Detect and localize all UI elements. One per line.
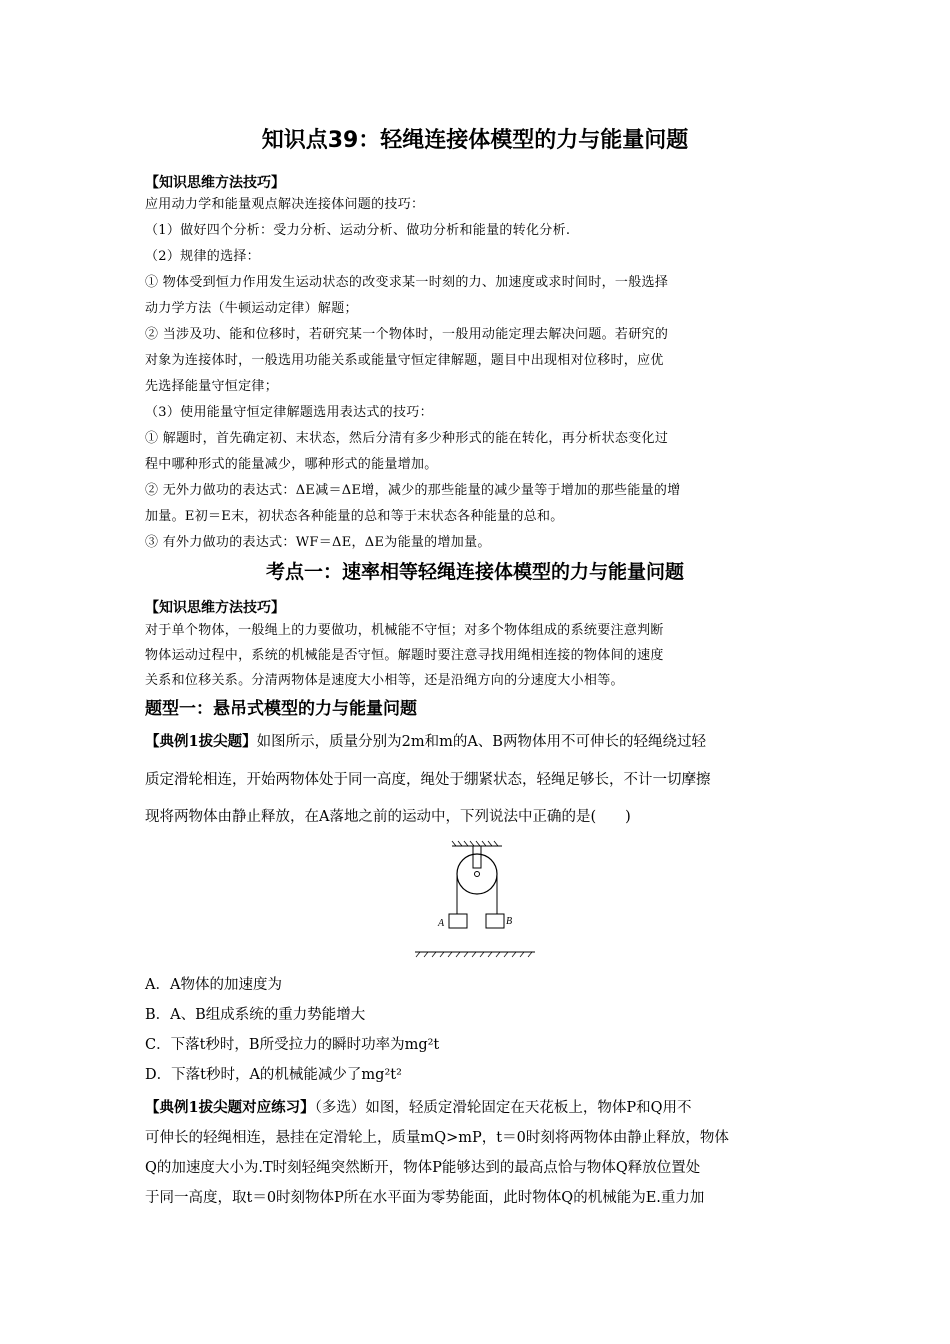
example2-line: Q的加速度大小为.T时刻轻绳突然断开，物体P能够达到的最高点恰与物体Q释放位置处 — [145, 1160, 701, 1176]
ceiling — [452, 841, 502, 846]
example1-line — [145, 730, 810, 751]
section2-line: 对于单个物体，一般绳上的力要做功，机械能不守恒；对多个物体组成的系统要注意判断 — [145, 623, 664, 638]
example2-line — [145, 1096, 810, 1117]
option-b: B．A、B组成系统的重力势能增大 — [145, 1007, 366, 1023]
section1-line: 动力学方法（牛顿运动定律）解题； — [145, 301, 358, 316]
section1-line: （2）规律的选择： — [145, 249, 260, 264]
example2-tag: 【典例1拔尖题对应练习】 — [145, 1099, 315, 1116]
block-b — [486, 914, 504, 928]
option-c: C．下落t秒时，B所受拉力的瞬时功率为mg²t — [145, 1037, 440, 1053]
section1-line: 加量。E初＝E末，初状态各种能量的总和等于末状态各种能量的总和。 — [145, 509, 564, 524]
section1-line: ② 当涉及功、能和位移时，若研究某一个物体时，一般用动能定理去解决问题。若研究的 — [145, 327, 669, 342]
section1-line: ① 物体受到恒力作用发生运动状态的改变求某一时刻的力、加速度或求时间时，一般选择 — [145, 275, 669, 290]
example1-line: 现将两物体由静止释放，在A落地之前的运动中，下列说法中正确的是( ) — [145, 809, 631, 825]
section1-line: ② 无外力做功的表达式：ΔE减＝ΔE增，减少的那些能量的减少量等于增加的那些能量的增 — [145, 483, 681, 498]
example1-tag: 【典例1拔尖题】 — [145, 733, 257, 750]
pulley-mount — [473, 846, 481, 868]
block-a — [449, 914, 467, 928]
pulley-figure — [410, 840, 540, 960]
section2-line: 关系和位移关系。分清两物体是速度大小相等，还是沿绳方向的分速度大小相等。 — [145, 673, 624, 688]
label-b: B — [506, 916, 513, 927]
subtitle: 考点一：速率相等轻绳连接体模型的力与能量问题 — [265, 561, 684, 583]
section1-line: （1）做好四个分析：受力分析、运动分析、做功分析和能量的转化分析. — [145, 223, 571, 238]
section1-line: 应用动力学和能量观点解决连接体问题的技巧： — [145, 197, 425, 212]
option-d: D．下落t秒时，A的机械能减少了mg²t² — [145, 1067, 402, 1083]
example1-line: 质定滑轮相连，开始两物体处于同一高度，绳处于绷紧状态，轻绳足够长，不计一切摩擦 — [145, 772, 711, 788]
section1-line: ③ 有外力做功的表达式：WF＝ΔE，ΔE为能量的增加量。 — [145, 535, 491, 550]
option-a: A．A物体的加速度为 — [145, 977, 282, 993]
section1-line: 程中哪种形式的能量减少，哪种形式的能量增加。 — [145, 457, 438, 472]
pulley-axle — [475, 872, 480, 877]
section1-line: 对象为连接体时，一般选用功能关系或能量守恒定律解题，题目中出现相对位移时，应优 — [145, 353, 664, 368]
example2-line: 于同一高度，取t＝0时刻物体P所在水平面为零势能面，此时物体Q的机械能为E.重力加 — [145, 1190, 705, 1206]
type-heading: 题型一：悬吊式模型的力与能量问题 — [145, 699, 417, 719]
example1-text: 如图所示，质量分别为2m和m的A、B两物体用不可伸长的轻绳绕过轻 — [256, 734, 706, 750]
section2-heading: 【知识思维方法技巧】 — [145, 600, 285, 616]
section1-heading: 【知识思维方法技巧】 — [145, 175, 285, 191]
label-a: A — [438, 918, 445, 929]
section1-line: 先选择能量守恒定律； — [145, 379, 279, 394]
ground — [415, 952, 535, 957]
example2-line: 可伸长的轻绳相连，悬挂在定滑轮上，质量mQ>mP，t＝0时刻将两物体由静止释放，物体 — [145, 1130, 729, 1146]
example2-text: （多选）如图，轻质定滑轮固定在天花板上，物体P和Q用不 — [314, 1100, 692, 1116]
page-title: 知识点39：轻绳连接体模型的力与能量问题 — [261, 128, 689, 153]
section1-line: ① 解题时，首先确定初、末状态，然后分清有多少种形式的能在转化，再分析状态变化过 — [145, 431, 669, 446]
section1-line: （3）使用能量守恒定律解题选用表达式的技巧： — [145, 405, 433, 420]
section2-line: 物体运动过程中，系统的机械能是否守恒。解题时要注意寻找用绳相连接的物体间的速度 — [145, 648, 664, 663]
